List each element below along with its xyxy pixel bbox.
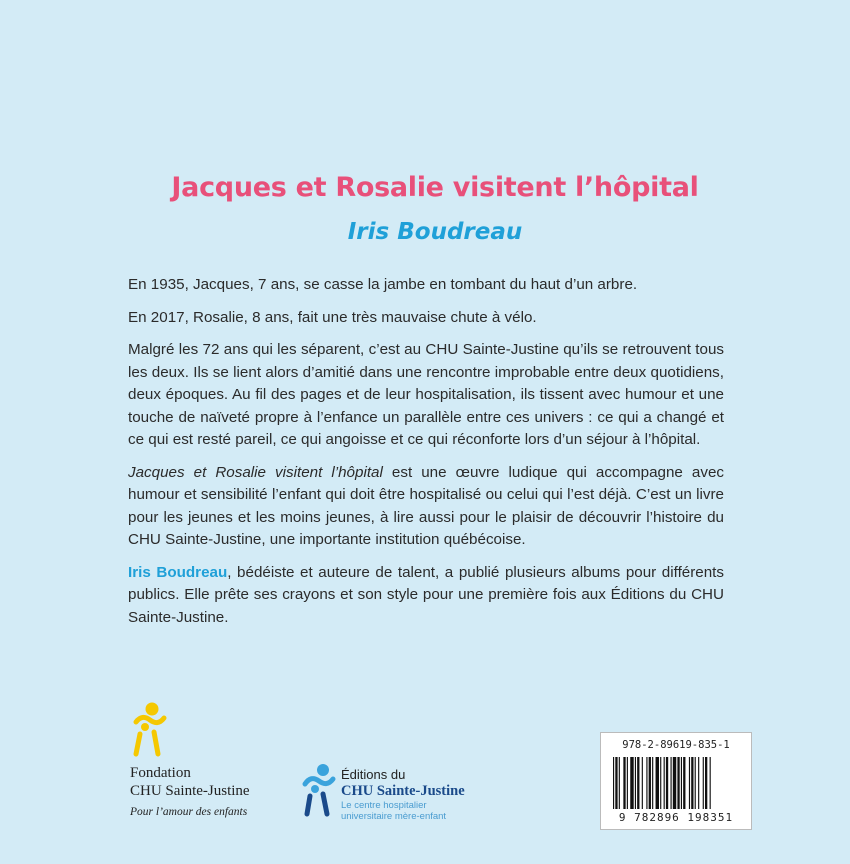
editions-line1: Éditions du <box>341 767 406 782</box>
book-title: Jacques et Rosalie visitent l’hôpital <box>171 172 699 203</box>
fondation-line1: Fondation <box>130 765 191 781</box>
editions-line3: Le centre hospitalier <box>341 800 427 811</box>
fondation-line2: CHU Sainte-Justine <box>130 783 250 799</box>
paragraph-4 <box>128 462 724 552</box>
paragraph-1: En 1935, Jacques, 7 ans, se casse la jambe en tombant du haut d’un arbre. <box>128 276 638 293</box>
paragraph-4-text: est une œuvre ludique qui accompagne avec humour et sensibilité l’enfant qui doit être hospitalisé ou celui qui l’est déjà. C’est un livre pour les jeunes et les moins jeunes, à lire aussi pour le plaisir de découvrir l’histoire du CHU Sainte-Justine, une importante institution québécoise. <box>128 463 724 548</box>
paragraph-5 <box>128 562 724 630</box>
paragraph-5-text: , bédéiste et auteure de talent, a publié plusieurs albums pour différents publics. Elle prête ses crayons et son style pour une première fois aux Éditions du CHU Sainte-Justine. <box>128 563 724 626</box>
editions-publisher <box>341 767 465 822</box>
barcode-bars <box>613 757 739 809</box>
paragraph-2: En 2017, Rosalie, 8 ans, fait une très mauvaise chute à vélo. <box>128 308 537 326</box>
barcode-digits: 9 782896 198351 <box>618 811 734 824</box>
paragraph-5-author: Iris Boudreau <box>128 563 228 581</box>
isbn-barcode <box>600 732 752 830</box>
paragraph-3: Malgré les 72 ans qui les séparent, c’est au CHU Sainte-Justine qu’ils se retrouvent tous les deux. Ils se lient alors d’amitié dans une rencontre improbable entre deux quotidiens, deux époques. Au fil des pages et de leur hospitalisation, ils tissent avec humour et une touche de naïveté propre à l’enfance un parallèle entre ces univers : ce qui a changé et ce qui est resté pareil, ce qui angoisse et ce qui réconforte lors d’un séjour à l’hôpital. <box>128 341 724 448</box>
editions-name: CHU Sainte-Justine <box>341 783 465 799</box>
paragraph-4-title: Jacques et Rosalie visitent l’hôpital <box>128 463 383 481</box>
editions-line4: universitaire mère-enfant <box>341 811 447 822</box>
back-cover-blurb <box>128 274 724 639</box>
fondation-name <box>130 764 250 800</box>
mother-child-icon <box>128 700 170 758</box>
book-author: Iris Boudreau <box>347 219 523 245</box>
fondation-tagline: Pour l’amour des enfants <box>130 806 248 818</box>
mother-child-icon <box>299 762 339 818</box>
isbn-number: 978-2-89619-835-1 <box>622 739 730 751</box>
